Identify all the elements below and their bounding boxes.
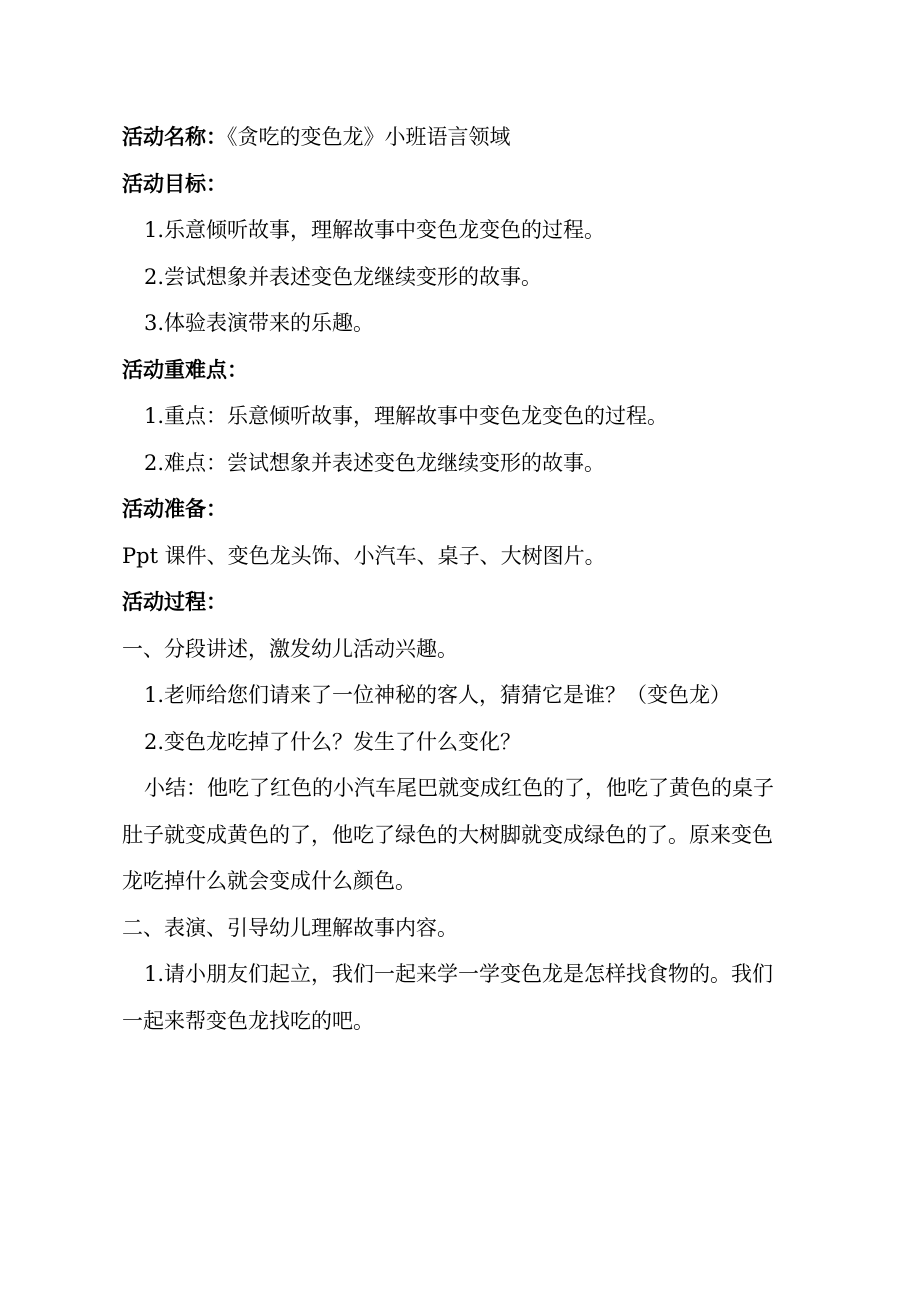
- goal-item-3: 3.体验表演带来的乐趣。: [144, 311, 375, 335]
- process-section-2-title: 二、表演、引导幼儿理解故事内容。: [122, 915, 458, 940]
- preparation-heading: 活动准备：: [122, 497, 227, 521]
- process-section-1-title: 一、分段讲述，激发幼儿活动兴趣。: [122, 636, 458, 661]
- key-points-heading: 活动重难点：: [122, 357, 248, 382]
- section-2-item-1-line-1: 1.请小朋友们起立，我们一起来学一学变色龙是怎样找食物的。我们: [144, 962, 774, 986]
- section-2-item-1-line-2: 一起来帮变色龙找吃的吧。: [122, 1008, 374, 1033]
- summary-line-3: 龙吃掉什么就会变成什么颜色。: [122, 869, 416, 893]
- summary-line-2: 肚子就变成黄色的了，他吃了绿色的大树脚就变成绿色的了。原来变色: [122, 822, 773, 847]
- process-section-1-item-1: 1.老师给您们请来了一位神秘的客人，猜猜它是谁？（变色龙）: [144, 683, 732, 707]
- process-heading: 活动过程：: [122, 590, 227, 614]
- summary-line-1: 小结：他吃了红色的小汽车尾巴就变成红色的了，他吃了黄色的桌子: [144, 776, 774, 800]
- document-body: [122, 114, 802, 1044]
- activity-name-line: [122, 114, 802, 161]
- key-point-item-1: 1.重点：乐意倾听故事，理解故事中变色龙变色的过程。: [144, 404, 669, 428]
- key-point-item-2: 2.难点：尝试想象并表述变色龙继续变形的故事。: [144, 450, 606, 475]
- activity-name-value: 《贪吃的变色龙》小班语言领域: [227, 125, 511, 149]
- process-section-1-item-2: 2.变色龙吃掉了什么？发生了什么变化？: [144, 729, 522, 754]
- goal-item-1: 1.乐意倾听故事，理解故事中变色龙变色的过程。: [144, 218, 606, 242]
- goals-heading: 活动目标：: [122, 171, 227, 196]
- activity-name-label: 活动名称：: [122, 125, 227, 149]
- goal-item-2: 2.尝试想象并表述变色龙继续变形的故事。: [144, 264, 543, 289]
- preparation-text: Ppt 课件、变色龙头饰、小汽车、桌子、大树图片。: [122, 543, 606, 568]
